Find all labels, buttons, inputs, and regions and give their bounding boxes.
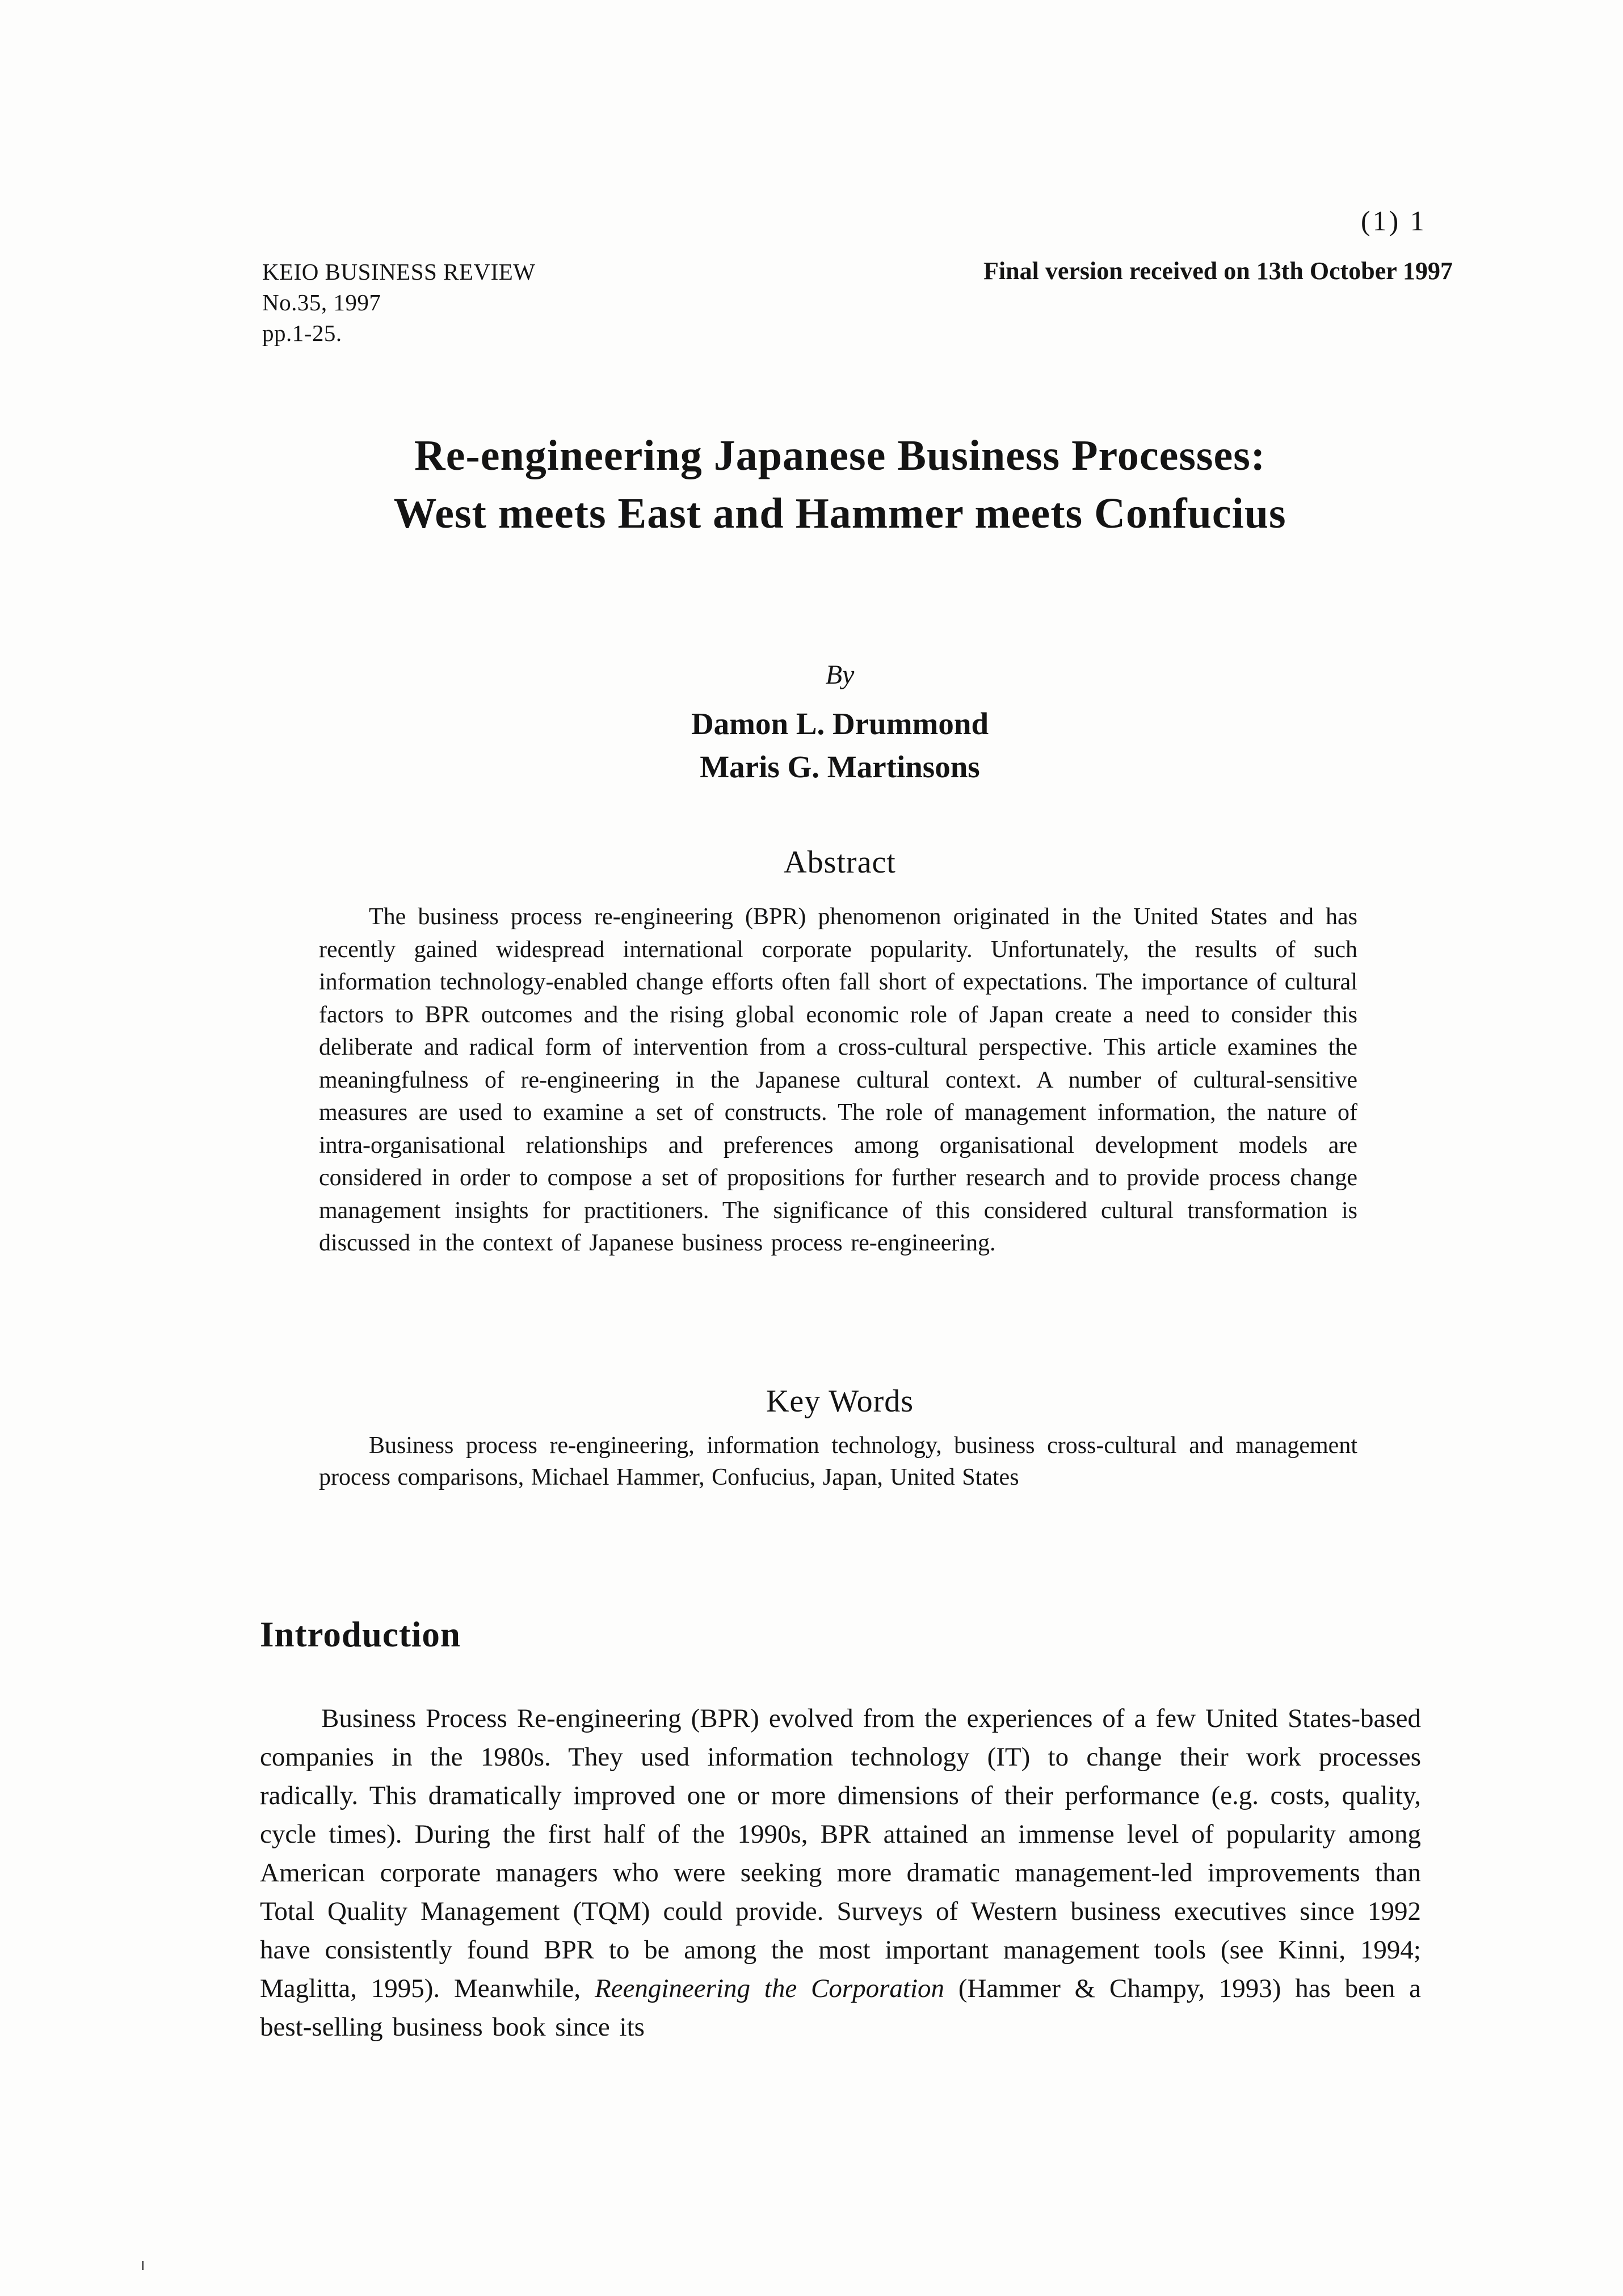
introduction-heading: Introduction (260, 1615, 461, 1654)
keywords-heading: Key Words (766, 1384, 914, 1419)
abstract-text: The business process re-engineering (BPR) phenomenon originated in the United States and has recently gained widespread international corporate popularity. Unfortunately, the results of such information technology-enabled change efforts often fall short of expectations. The importance of cultural factors to BPR outcomes and the rising global economic role of Japan create a need to consider this deliberate and radical form of intervention from a cross-cultural perspective. This article examines the meaningfulness of re-engineering in the Japanese cultural context. A number of cultural-sensitive measures are used to examine a set of constructs. The role of management information, the nature of intra-organisational relationships and preferences among organisational development models are considered in order to compose a set of propositions for further research and to provide process change management insights for practitioners. The significance of this considered cultural transformation is discussed in the context of Japanese business process re-engineering. (319, 904, 1357, 1256)
journal-name: KEIO BUSINESS REVIEW (262, 259, 536, 285)
journal-issue: No.35, 1997 (262, 289, 381, 315)
article-title (199, 427, 1481, 542)
received-date-note: Final version received on 13th October 1997 (983, 257, 1453, 285)
article-title-line2: West meets East and Hammer meets Confucius (393, 490, 1286, 537)
introduction-paragraph: Business Process Re-engineering (BPR) evolved from the experiences of a few United States-based companies in the 1980s. They used information technology (IT) to change their work processes radically. This dramatically improved one or more dimensions of their performance (e.g. costs, quality, cycle times). During the first half of the 1990s, BPR attained an immense level of popularity among American corporate managers who were seeking more dramatic management-led improvements than Total Quality Management (TQM) could provide. Surveys of Western business executives since 1992 have consistently found BPR to be among the most important management tools (see Kinni, 1994; Maglitta, 1995). Meanwhile, Reengineering the Corporation (Hammer & Champy, 1993) has been a best-selling business book since its (260, 1704, 1422, 2042)
author-name: Damon L. Drummond (691, 706, 989, 741)
keywords-text: Business process re-engineering, information technology, business cross-cultural and management process comparisons, Michael Hammer, Confucius, Japan, United States (319, 1433, 1357, 1490)
article-title-line1: Re-engineering Japanese Business Processes: (414, 432, 1266, 479)
journal-header (262, 256, 535, 348)
authors (199, 702, 1481, 789)
scan-artifact-speck (142, 2261, 144, 2270)
journal-pages: pp.1-25. (262, 320, 342, 346)
author-name: Maris G. Martinsons (700, 749, 980, 784)
byline: By (825, 660, 855, 690)
abstract-heading: Abstract (784, 845, 896, 880)
page-number: (1) 1 (1361, 205, 1427, 237)
